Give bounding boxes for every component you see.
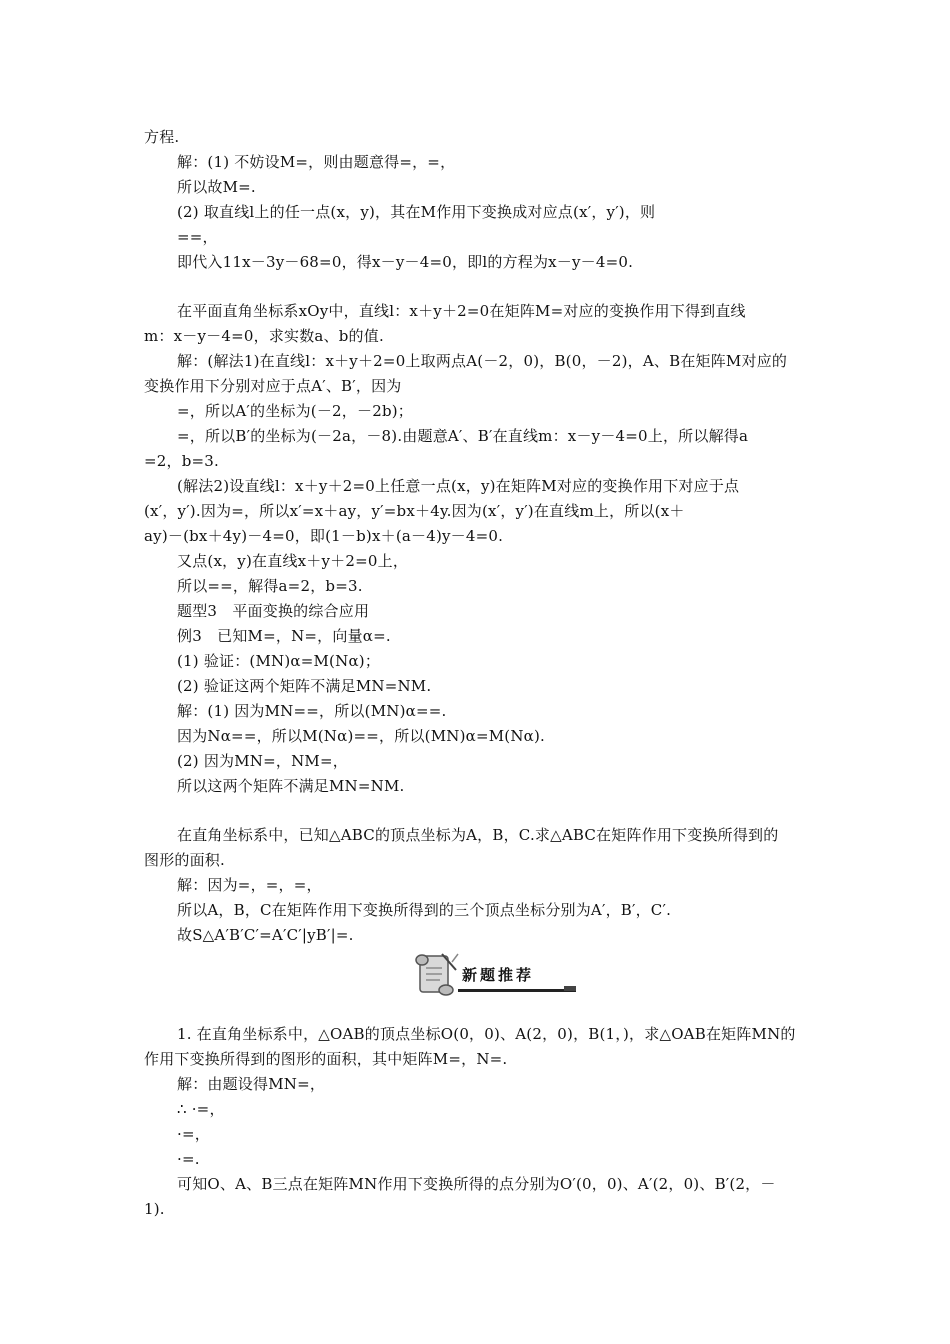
text-line: (x′，y′).因为=，所以x′=x＋ay，y′=bx＋4y.因为(x′，y′)在直线m上，所以(x＋ <box>144 502 685 520</box>
text-line: =，所以B′的坐标为(－2a，－8).由题意A′、B′在直线m：x－y－4=0上，所以解得a <box>177 427 749 445</box>
text-line: 所以==，解得a=2，b=3. <box>177 577 363 595</box>
text-line: ·=， <box>177 1125 210 1143</box>
scroll-icon <box>412 950 460 1000</box>
example-heading: 例3 已知M=，N=，向量α=. <box>177 627 391 645</box>
text-line: 在直角坐标系中，已知△ABC的顶点坐标为A，B，C.求△ABC在矩阵作用下变换所得到的 <box>177 826 779 844</box>
text-line: 解：(1) 不妨设M=，则由题意得=，=， <box>177 153 456 171</box>
section-banner <box>412 950 577 1000</box>
text-line: (2) 取直线l上的任一点(x，y)，其在M作用下变换成对应点(x′，y′)，则 <box>177 203 656 221</box>
text-line: 解：因为=，=，=， <box>177 876 322 894</box>
text-line: ·=. <box>177 1150 200 1168</box>
text-line: 又点(x，y)在直线x＋y＋2=0上， <box>177 552 409 570</box>
text-line: 1. 在直角坐标系中，△OAB的顶点坐标O(0，0)、A(2，0)，B(1，)，求△OAB在矩阵MN的 <box>177 1025 796 1043</box>
text-line: 所以故M=. <box>177 178 256 196</box>
text-line: m：x－y－4=0，求实数a、b的值. <box>144 327 384 345</box>
text-line: 作用下变换所得到的图形的面积，其中矩阵M=，N=. <box>144 1050 508 1068</box>
text-line: (解法2)设直线l：x＋y＋2=0上任意一点(x，y)在矩阵M对应的变换作用下对应于点 <box>177 477 740 495</box>
section-heading: 题型3 平面变换的综合应用 <box>177 602 370 620</box>
text-line: ay)－(bx＋4y)－4=0，即(1－b)x＋(a－4)y－4=0. <box>144 527 504 545</box>
text-line: 解：(解法1)在直线l：x＋y＋2=0上取两点A(－2，0)，B(0，－2)，A、B在矩阵M对应的 <box>177 352 788 370</box>
text-line: 可知O、A、B三点在矩阵MN作用下变换所得的点分别为O′(0，0)、A′(2，0)、B′(2，－ <box>177 1175 776 1193</box>
text-line: 1). <box>144 1200 165 1218</box>
text-line: (2) 验证这两个矩阵不满足MN=NM. <box>177 677 432 695</box>
text-line: 解：(1) 因为MN==，所以(MN)α==. <box>177 702 447 720</box>
text-line: 即代入11x－3y－68=0，得x－y－4=0，即l的方程为x－y－4=0. <box>177 253 634 271</box>
text-line: 变换作用下分别对应于点A′、B′，因为 <box>144 377 402 395</box>
banner-label: 新题推荐 <box>462 966 535 984</box>
text-line: 解：由题设得MN=， <box>177 1075 326 1093</box>
text-line: ∴ ·=， <box>177 1100 225 1118</box>
text-line: 在平面直角坐标系xOy中，直线l：x＋y＋2=0在矩阵M=对应的变换作用下得到直线 <box>177 302 746 320</box>
text-line: 所以这两个矩阵不满足MN=NM. <box>177 777 405 795</box>
text-line: =2，b=3. <box>144 452 219 470</box>
text-line: (1) 验证：(MN)α=M(Nα)； <box>177 652 381 670</box>
text-line: ==， <box>177 228 218 246</box>
text-line: 方程. <box>144 128 180 146</box>
text-line: 因为Nα==，所以M(Nα)==，所以(MN)α=M(Nα). <box>177 727 546 745</box>
text-line: (2) 因为MN=，NM=， <box>177 752 348 770</box>
text-line: =，所以A′的坐标为(－2，－2b)； <box>177 402 414 420</box>
banner-underline <box>458 989 576 992</box>
banner-underline-accent <box>564 986 576 991</box>
text-line: 图形的面积. <box>144 851 225 869</box>
text-line: 故S△A′B′C′=A′C′|yB′|=. <box>177 926 354 944</box>
text-line: 所以A，B，C在矩阵作用下变换所得到的三个顶点坐标分别为A′，B′，C′. <box>177 901 672 919</box>
